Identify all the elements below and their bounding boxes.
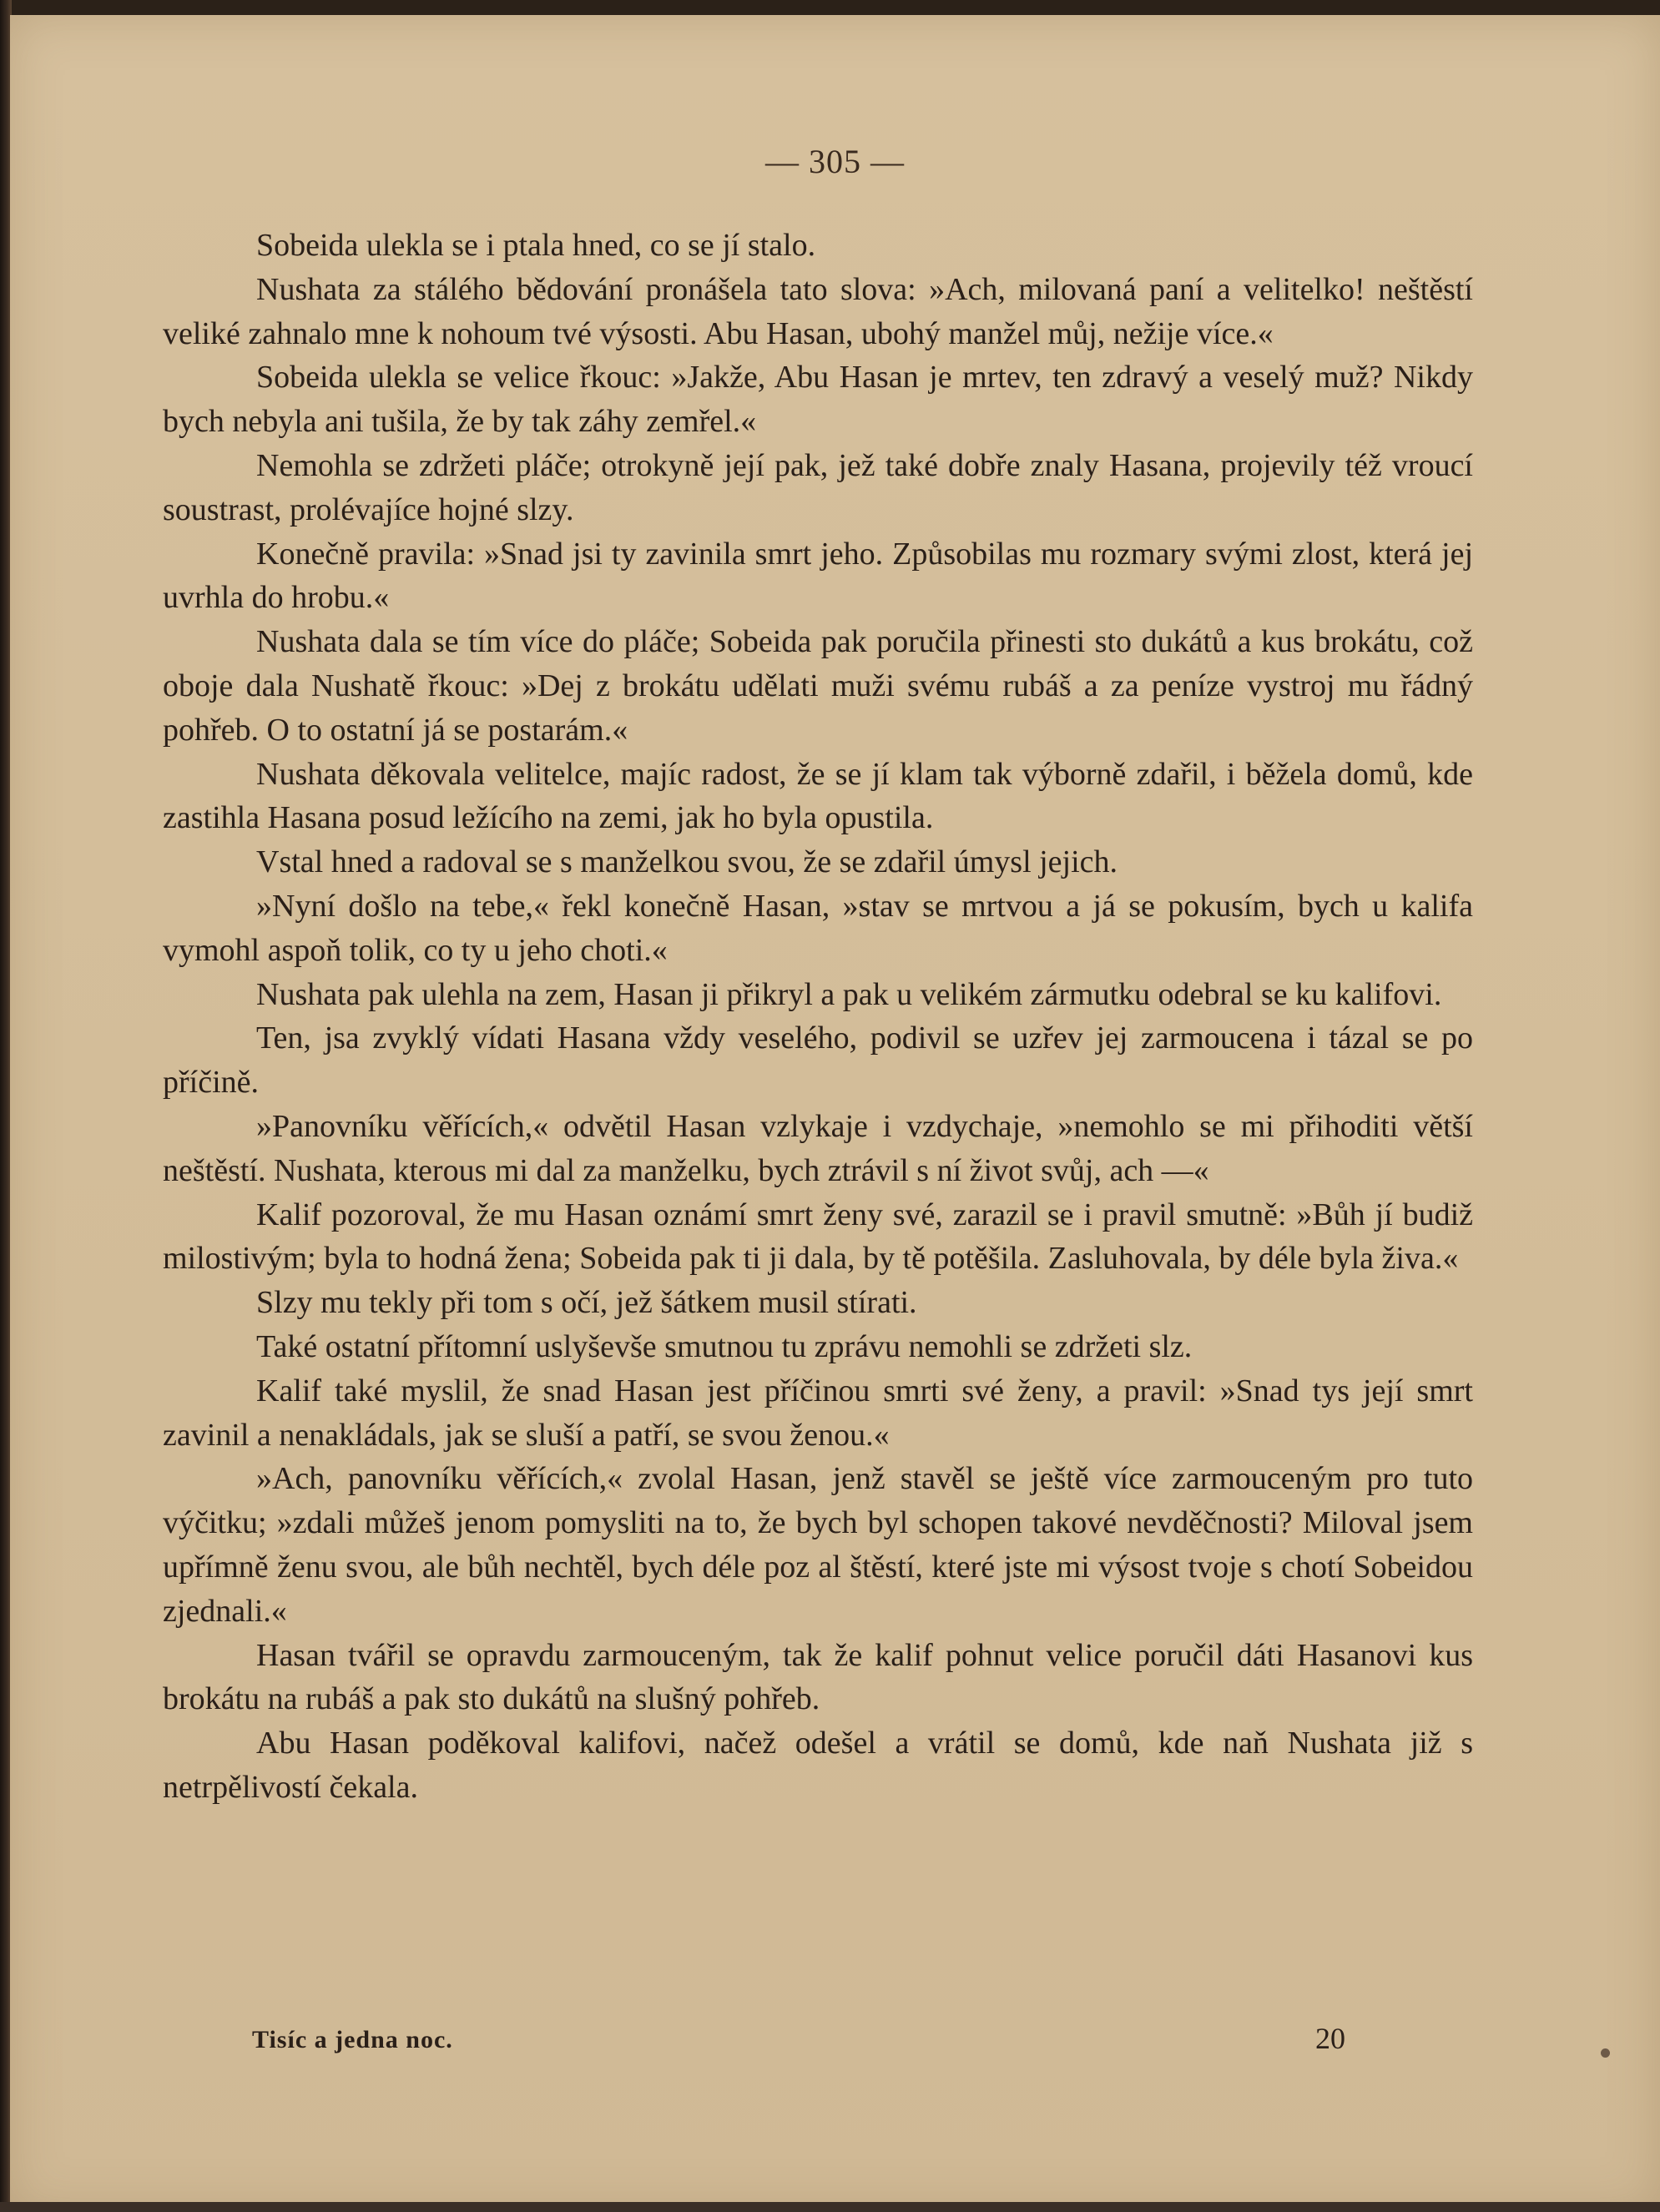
paragraph: Nushata za stálého bědování pronášela tato slova: »Ach, milovaná paní a velitelko! neštěstí veliké zahnalo mne k nohoum tvé výsosti. Abu Hasan, ubohý manžel můj, nežije více.« — [163, 271, 1473, 351]
paragraph: »Panovníku věřících,« odvětil Hasan vzlykaje i vzdychaje, »nemohlo se mi přihoditi větší neštěstí. Nushata, kterous mi dal za manželku, bych ztrávil s ní život svůj, ach —« — [163, 1108, 1473, 1188]
ink-dot-mark — [1601, 2048, 1610, 2058]
paragraph: Kalif také myslil, že snad Hasan jest příčinou smrti své ženy, a pravil: »Snad tys její smrt zavinil a nenakládals, jak se sluší a patří, se svou ženou.« — [163, 1373, 1473, 1453]
page-number: — 305 — — [765, 143, 905, 180]
page-footer — [252, 2022, 1345, 2063]
body-text — [163, 224, 1473, 1810]
paragraph: Konečně pravila: »Snad jsi ty zavinila smrt jeho. Způsobilas mu rozmary svými zlost, která jej uvrhla do hrobu.« — [163, 536, 1473, 616]
footer-signature-mark: 20 — [1315, 2022, 1345, 2055]
paragraph: Nushata dala se tím více do pláče; Sobeida pak poručila přinesti sto dukátů a kus brokátu, což oboje dala Nushatě řkouc: »Dej z brokátu udělati muži svému rubáš a za peníze vystroj mu řádný pohřeb. O to ostatní já se postarám.« — [163, 624, 1473, 748]
paragraph: Sobeida ulekla se velice řkouc: »Jakže, Abu Hasan je mrtev, ten zdravý a veselý muž? Nikdy bych nebyla ani tušila, že by tak záhy zemřel.« — [163, 360, 1473, 440]
paragraph: Ten, jsa zvyklý vídati Hasana vždy veselého, podivil se uzřev jej zarmoucena i tázal se po příčině. — [163, 1020, 1473, 1101]
paragraph: Sobeida ulekla se i ptala hned, co se jí stalo. — [256, 228, 816, 263]
paragraph: Kalif pozoroval, že mu Hasan oznámí smrt ženy své, zarazil se i pravil smutně: »Bůh jí budiž milostivým; byla to hodná žena; Sobeida pak ti ji dala, by tě potěšila. Zasluhovala, by déle byla živa.« — [163, 1197, 1473, 1277]
paragraph: Nemohla se zdržeti pláče; otrokyně její pak, jež také dobře znaly Hasana, projevily též vroucí soustrast, prolévajíce hojné slzy. — [163, 447, 1473, 527]
paragraph: Nushata děkovala velitelce, majíc radost, že se jí klam tak výborně zdařil, i běžela domů, kde zastihla Hasana posud ležícího na zemi, jak ho byla opustila. — [163, 756, 1473, 836]
paragraph: Vstal hned a radoval se s manželkou svou, že se zdařil úmysl jejich. — [256, 844, 1118, 880]
paragraph: »Ach, panovníku věřících,« zvolal Hasan, jenž stavěl se ještě více zarmouceným pro tuto výčitku; »zdali můžeš jenom pomysliti na to, že bych byl schopen takové nevděčnosti? Miloval jsem upřímně ženu svou, ale bůh nechtěl, bych déle poz al štěstí, které jste mi výsost tvoje s chotí Sobeidou zjednali.« — [163, 1461, 1473, 1629]
paragraph: Hasan tvářil se opravdu zarmouceným, tak že kalif pohnut velice poručil dáti Hasanovi kus brokátu na rubáš a pak sto dukátů na slušný pohřeb. — [163, 1637, 1473, 1717]
paragraph: »Nyní došlo na tebe,« řekl konečně Hasan, »stav se mrtvou a já se pokusím, bych u kalifa vymohl aspoň tolik, co ty u jeho choti.« — [163, 888, 1473, 968]
paragraph: Nushata pak ulehla na zem, Hasan ji přikryl a pak u velikém zármutku odebral se ku kalifovi. — [256, 976, 1442, 1012]
scan-bottom-edge — [0, 2202, 1660, 2212]
book-page — [10, 15, 1660, 2212]
paragraph: Abu Hasan poděkoval kalifovi, načež odešel a vrátil se domů, kde naň Nushata již s netrpělivostí čekala. — [163, 1726, 1473, 1805]
paragraph: Také ostatní přítomní uslyševše smutnou tu zprávu nemohli se zdržeti slz. — [256, 1328, 1193, 1364]
paragraph: Slzy mu tekly při tom s očí, jež šátkem musil stírati. — [256, 1285, 917, 1321]
footer-book-title: Tisíc a jedna noc. — [252, 2026, 453, 2053]
